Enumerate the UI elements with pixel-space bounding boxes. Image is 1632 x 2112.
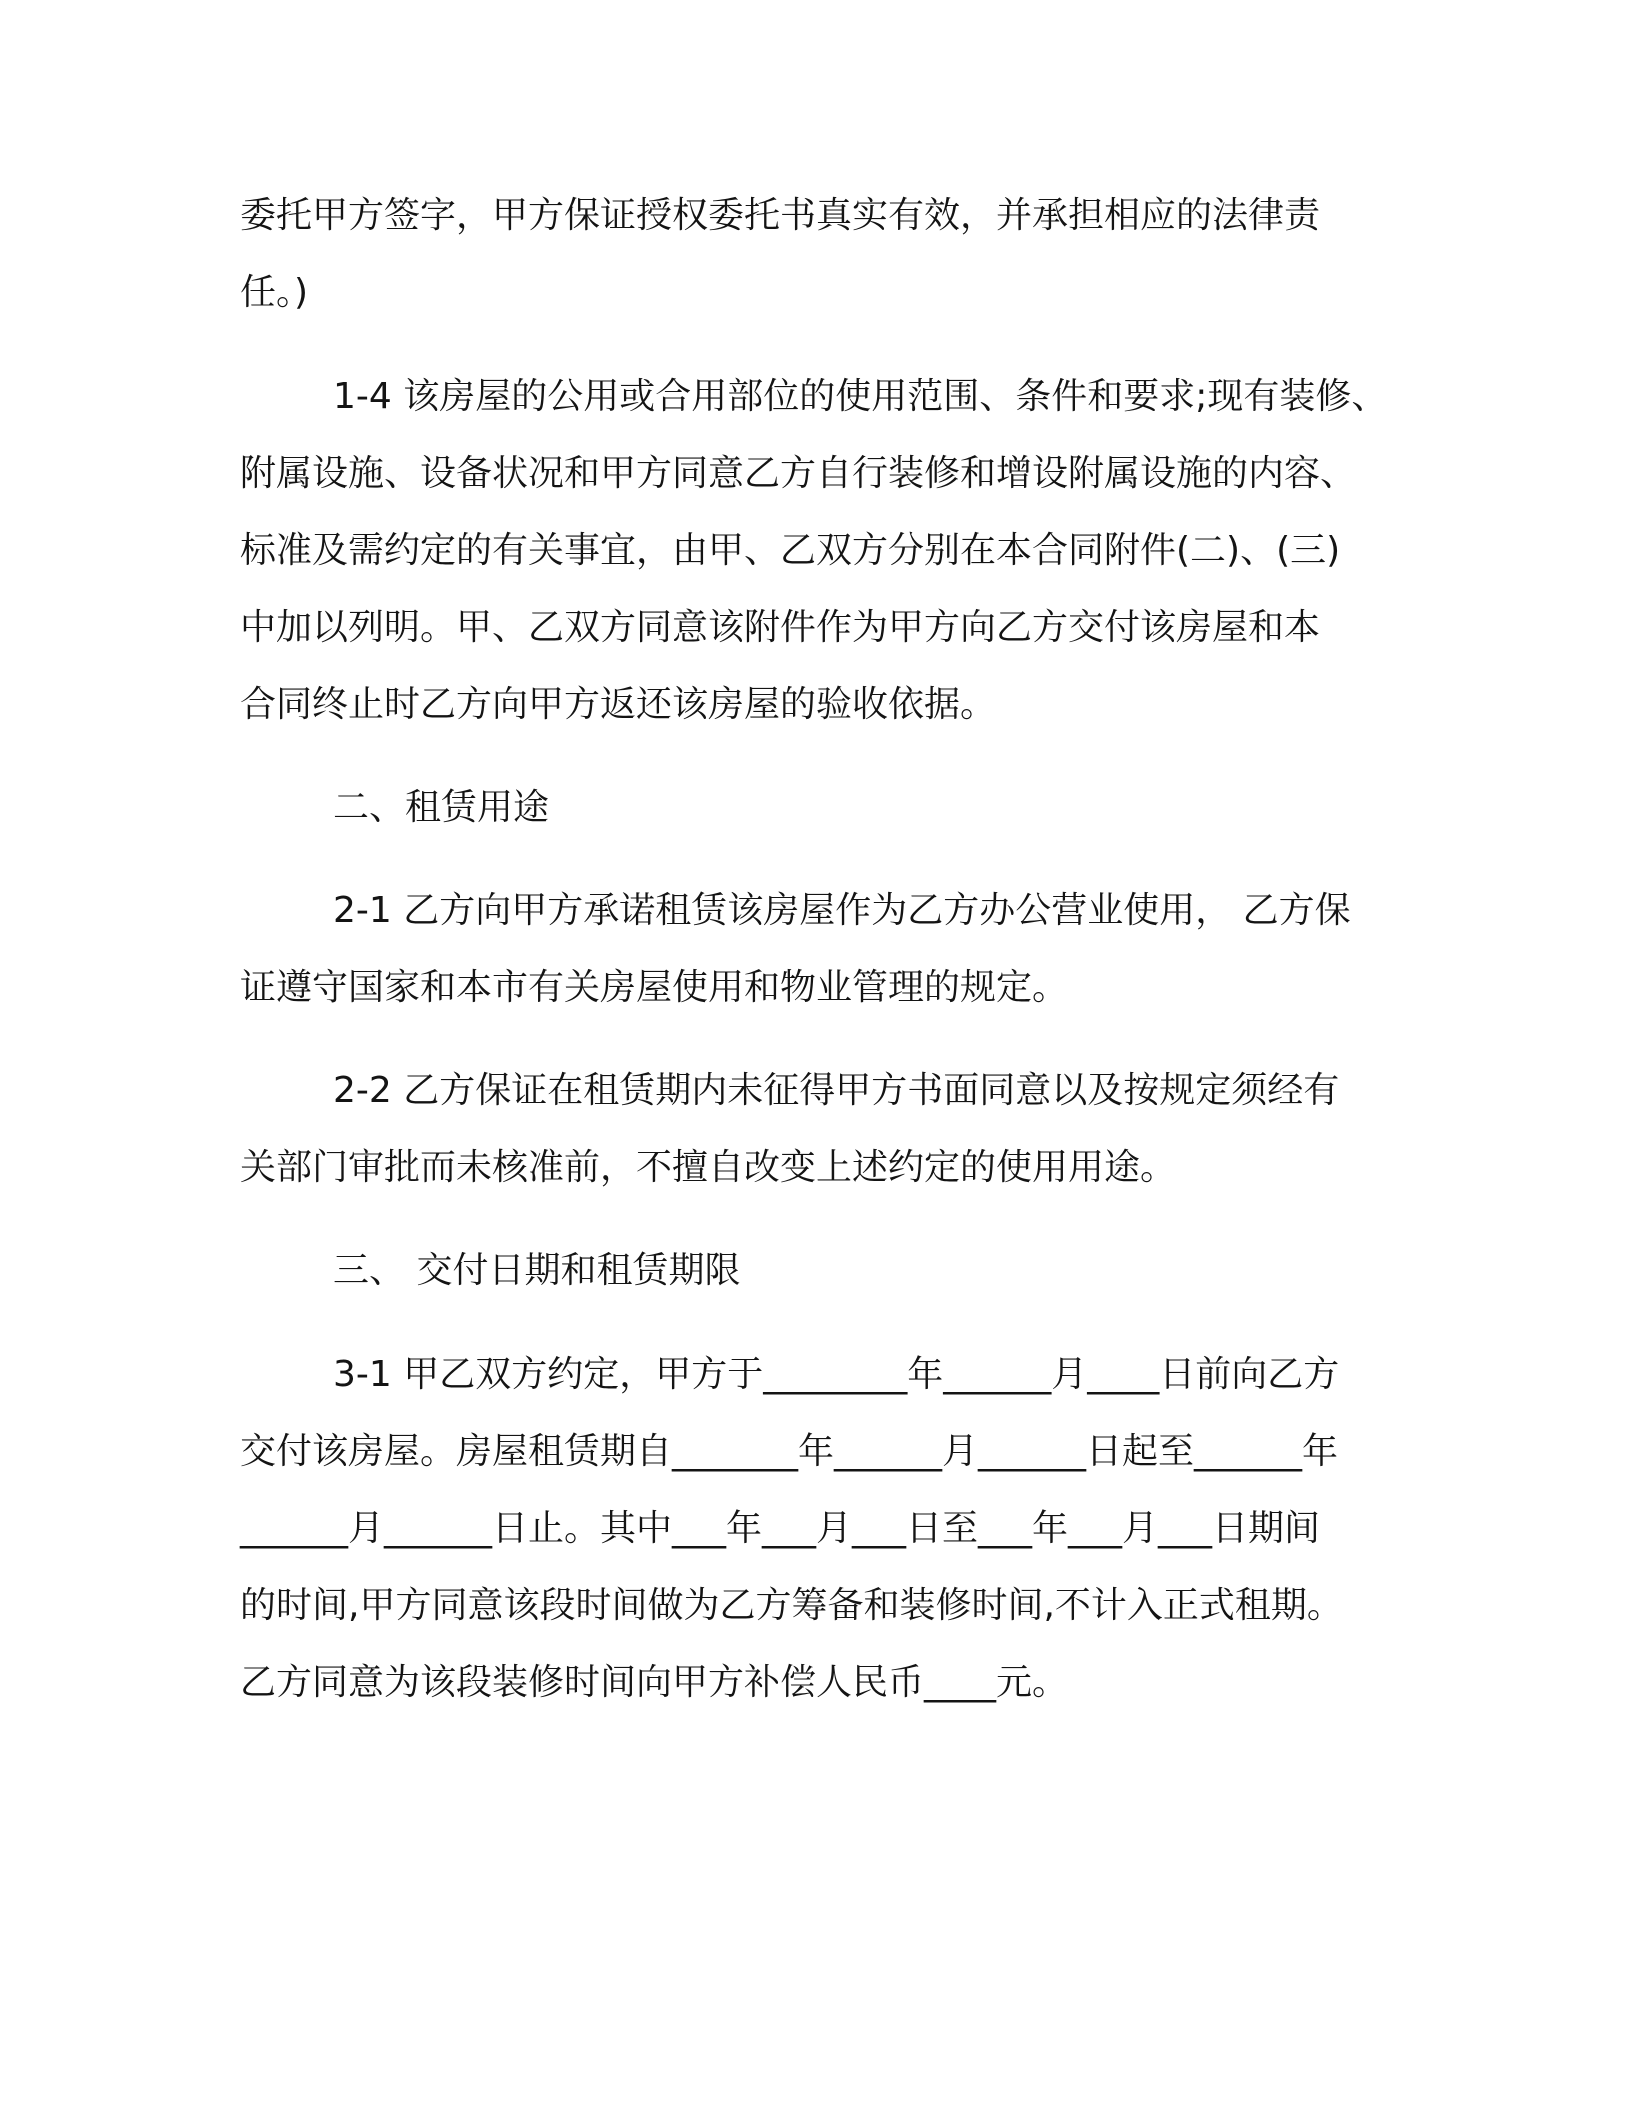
clause-1-4-line-5: 合同终止时乙方向甲方返还该房屋的验收依据。 xyxy=(240,684,997,725)
clause-2-2-line-2: 关部门审批而未核准前，不擅自改变上述约定的使用用途。 xyxy=(240,1147,1177,1188)
clause-3-1-line-2: 交付该房屋。房屋租赁期自_______年______月______日起至______年 xyxy=(240,1431,1339,1472)
clause-3-1-line-1: 3-1 甲乙双方约定，甲方于________年______月____日前向乙方 xyxy=(333,1354,1340,1395)
clause-3-1-line-4: 的时间,甲方同意该段时间做为乙方筹备和装修时间,不计入正式租期。 xyxy=(240,1585,1343,1626)
clause-1-4-line-2: 附属设施、设备状况和甲方同意乙方自行装修和增设附属设施的内容、 xyxy=(240,453,1357,494)
paragraph-line-2: 任。) xyxy=(240,272,309,313)
clause-1-4-line-4: 中加以列明。甲、乙双方同意该附件作为甲方向乙方交付该房屋和本 xyxy=(240,607,1321,648)
clause-1-4-line-1: 1-4 该房屋的公用或合用部位的使用范围、条件和要求;现有装修、 xyxy=(333,376,1388,417)
clause-3-1-line-5: 乙方同意为该段装修时间向甲方补偿人民币____元。 xyxy=(240,1662,1069,1703)
section-heading-3: 三、 交付日期和租赁期限 xyxy=(333,1250,741,1291)
clause-1-4-line-3: 标准及需约定的有关事宜，由甲、乙双方分别在本合同附件(二)、(三) xyxy=(240,530,1341,571)
clause-3-1-line-3: ______月______日止。其中___年___月___日至___年___月___日期间 xyxy=(240,1508,1321,1549)
clause-2-1-line-1: 2-1 乙方向甲方承诺租赁该房屋作为乙方办公营业使用， 乙方保 xyxy=(333,890,1351,931)
paragraph-line-1: 委托甲方签字，甲方保证授权委托书真实有效，并承担相应的法律责 xyxy=(240,195,1321,236)
clause-2-2-line-1: 2-2 乙方保证在租赁期内未征得甲方书面同意以及按规定须经有 xyxy=(333,1070,1340,1111)
clause-2-1-line-2: 证遵守国家和本市有关房屋使用和物业管理的规定。 xyxy=(240,967,1069,1008)
section-heading-2: 二、租赁用途 xyxy=(333,787,550,828)
